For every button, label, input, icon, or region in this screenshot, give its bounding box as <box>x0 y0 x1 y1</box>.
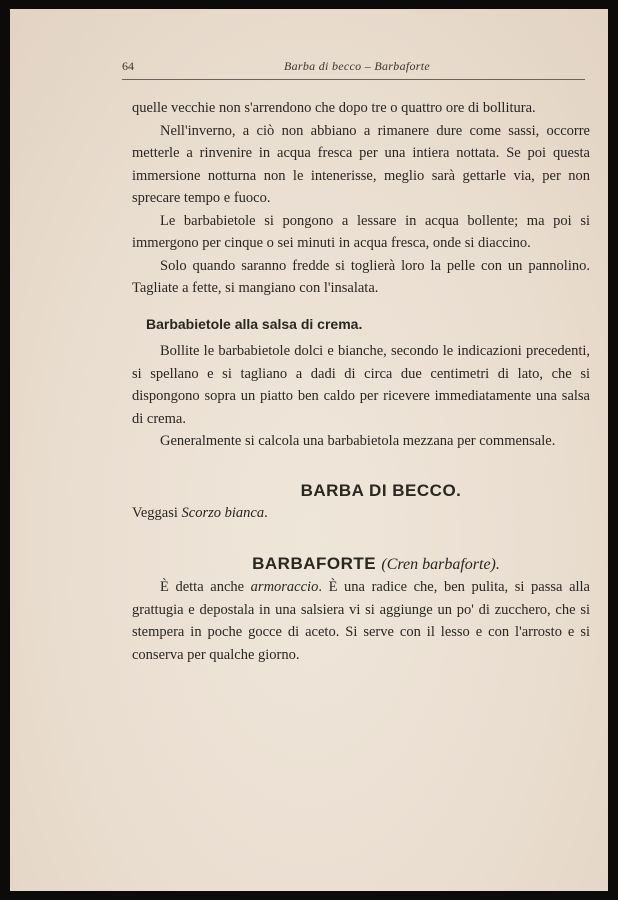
recipe-subheading: Barbabietole alla salsa di crema. <box>146 315 363 332</box>
heading-alternate-name: (Cren barbaforte). <box>381 555 500 573</box>
see-prefix: Veggasi <box>132 505 182 521</box>
cross-reference <box>132 502 590 525</box>
paragraph: Bollite le barbabietole dolci e bianche, secondo le indicazioni precedenti, si spellano e si tagliano a dadi di circa due centimetri di lato, che si dispongono sopra un piatto ben caldo per ricevere immediatamente una salsa di crema. <box>132 343 590 427</box>
paragraph: Nell'inverno, a ciò non abbiano a rimanere dure come sassi, occorre metterle a rinvenire in acqua fresca per una intiera nottata. Se poi questa immersione notturna non le intenerisse, meglio sarà gettarle via, per non sprecare tempo e fuoco. <box>132 122 590 206</box>
paragraph: Generalmente si calcola una barbabietola mezzana per commensale. <box>160 433 556 449</box>
text-run: È detta anche <box>160 579 251 595</box>
section-heading-barba-di-becco: BARBA DI BECCO. <box>300 480 462 500</box>
paragraph: Solo quando saranno fredde si toglierà loro la pelle con un pannolino. Tagliate a fette, si mangiano con l'insalata. <box>132 257 590 296</box>
heading-main: BARBAFORTE <box>252 553 377 573</box>
book-page <box>10 9 608 891</box>
see-reference: Scorzo bianca <box>181 505 265 521</box>
term: armoraccio <box>250 579 319 595</box>
paragraph: Le barbabietole si pongono a lessare in acqua bollente; ma poi si immergono per cinque o sei minuti in acqua fresca, onde si diaccino. <box>132 212 590 251</box>
section-heading-barbaforte <box>162 553 590 577</box>
running-title: Barba di becco – Barbaforte <box>283 59 431 73</box>
page-number: 64 <box>122 59 134 73</box>
page-body <box>132 97 590 666</box>
header-rule <box>122 79 585 80</box>
paragraph: quelle vecchie non s'arrendono che dopo tre o quattro ore di bollitura. <box>132 100 536 116</box>
page-header <box>122 59 592 79</box>
paragraph <box>132 576 590 666</box>
see-suffix: . <box>264 505 268 521</box>
text-run: . È una radice che, ben pulita, si passa alla grattugia e depostala in una salsiera vi si aggiunge un po' di zucchero, che si stempera in poche gocce di aceto. Si serve con il lesso e con l'arrosto e si conserva per qualche giorno. <box>132 579 590 663</box>
